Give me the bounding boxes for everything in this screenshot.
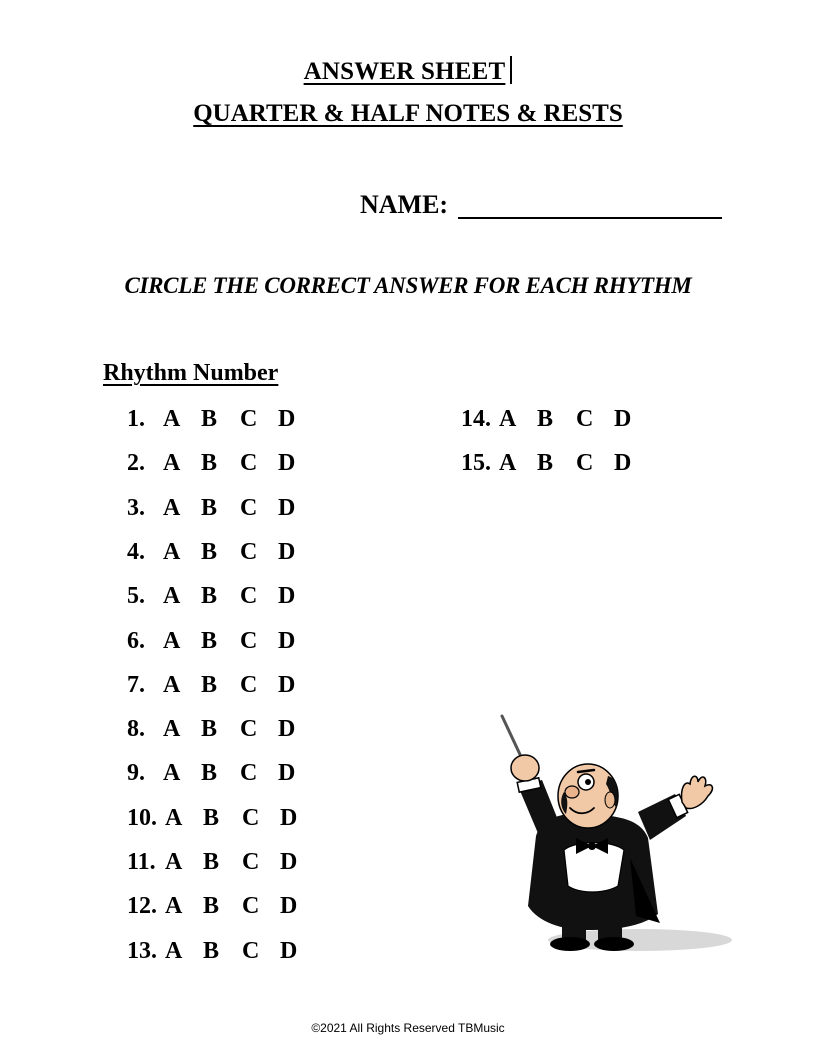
answer-option-d[interactable]: D — [614, 450, 632, 477]
question-number: 5. — [127, 583, 145, 610]
answer-option-a[interactable]: A — [165, 849, 183, 875]
answer-option-a[interactable]: A — [163, 494, 181, 521]
answer-option-a[interactable]: A — [163, 627, 181, 654]
conductor-illustration — [490, 708, 740, 973]
answer-option-b[interactable]: B — [201, 760, 218, 787]
answer-option-a[interactable]: A — [163, 716, 181, 743]
answer-option-a[interactable]: A — [163, 671, 181, 698]
answer-option-c[interactable]: C — [240, 494, 258, 521]
question-row — [461, 450, 651, 480]
question-row — [127, 495, 317, 525]
answer-option-c[interactable]: C — [240, 671, 258, 698]
answer-option-c[interactable]: C — [240, 583, 258, 610]
answer-option-d[interactable]: D — [278, 716, 296, 743]
answer-option-c[interactable]: C — [242, 804, 260, 831]
question-number: 15. — [461, 450, 491, 477]
answer-option-c[interactable]: C — [240, 760, 258, 787]
answer-option-a[interactable]: A — [163, 450, 181, 477]
answer-option-a[interactable]: A — [163, 406, 181, 432]
answer-option-d[interactable]: D — [280, 937, 298, 964]
name-label: NAME: — [360, 190, 449, 219]
answer-option-b[interactable]: B — [201, 583, 218, 610]
answer-option-a[interactable]: A — [163, 583, 181, 610]
question-number: 10. — [127, 804, 157, 831]
question-row — [127, 628, 317, 658]
rhythm-number-header: Rhythm Number — [103, 360, 279, 386]
text-cursor — [510, 56, 512, 84]
question-number: 12. — [127, 893, 157, 920]
answer-option-d[interactable]: D — [278, 494, 296, 521]
question-row — [127, 539, 317, 569]
question-number: 6. — [127, 627, 145, 654]
answer-option-b[interactable]: B — [203, 937, 220, 964]
question-row — [127, 672, 317, 702]
answer-option-b[interactable]: B — [203, 893, 220, 920]
question-row — [127, 583, 317, 613]
answer-sheet-title — [0, 56, 816, 86]
question-number: 11. — [127, 849, 156, 875]
answer-option-c[interactable]: C — [242, 893, 260, 920]
answer-option-c[interactable]: C — [576, 406, 594, 432]
answer-option-d[interactable]: D — [278, 760, 296, 787]
answer-option-b[interactable]: B — [201, 450, 218, 477]
answer-sheet-title-text: ANSWER SHEET — [303, 58, 506, 85]
answer-option-b[interactable]: B — [203, 804, 220, 831]
question-number: 13. — [127, 937, 157, 964]
answer-option-a[interactable]: A — [499, 406, 517, 432]
worksheet-subtitle: QUARTER & HALF NOTES & RESTS — [193, 100, 623, 127]
name-blank-line[interactable] — [458, 217, 722, 219]
answer-option-c[interactable]: C — [240, 538, 258, 565]
answer-option-b[interactable]: B — [203, 849, 220, 875]
copyright-footer: ©2021 All Rights Reserved TBMusic — [311, 1021, 505, 1035]
question-row — [127, 450, 317, 480]
question-row — [127, 406, 317, 436]
answer-option-c[interactable]: C — [242, 849, 260, 875]
question-number: 14. — [461, 406, 491, 432]
answer-option-d[interactable]: D — [278, 538, 296, 565]
question-number: 4. — [127, 538, 145, 565]
answer-option-d[interactable]: D — [278, 583, 296, 610]
question-row — [127, 849, 317, 879]
question-number: 2. — [127, 450, 145, 477]
question-row — [127, 938, 317, 968]
instruction-text: CIRCLE THE CORRECT ANSWER FOR EACH RHYTHM — [124, 273, 692, 298]
answer-option-a[interactable]: A — [165, 937, 183, 964]
answer-option-b[interactable]: B — [201, 671, 218, 698]
question-number: 3. — [127, 494, 145, 521]
answer-option-c[interactable]: C — [240, 450, 258, 477]
answer-option-a[interactable]: A — [499, 450, 517, 477]
answer-option-c[interactable]: C — [242, 937, 260, 964]
answer-option-b[interactable]: B — [201, 627, 218, 654]
answer-option-b[interactable]: B — [201, 538, 218, 565]
question-row — [461, 406, 651, 436]
answer-option-c[interactable]: C — [240, 406, 258, 432]
answer-option-b[interactable]: B — [537, 450, 554, 477]
answer-option-a[interactable]: A — [165, 893, 183, 920]
question-row — [127, 805, 317, 835]
question-number: 8. — [127, 716, 145, 743]
answer-option-a[interactable]: A — [165, 804, 183, 831]
question-number: 9. — [127, 760, 145, 787]
answer-option-d[interactable]: D — [614, 406, 632, 432]
answer-option-d[interactable]: D — [278, 627, 296, 654]
question-number: 1. — [127, 406, 145, 432]
answer-option-d[interactable]: D — [280, 804, 298, 831]
question-number: 7. — [127, 671, 145, 698]
question-row — [127, 760, 317, 790]
question-row — [127, 716, 317, 746]
answer-option-d[interactable]: D — [280, 849, 298, 875]
answer-option-c[interactable]: C — [576, 450, 594, 477]
answer-option-d[interactable]: D — [278, 406, 296, 432]
answer-option-d[interactable]: D — [278, 450, 296, 477]
answer-option-d[interactable]: D — [280, 893, 298, 920]
answer-option-c[interactable]: C — [240, 716, 258, 743]
answer-option-b[interactable]: B — [201, 494, 218, 521]
answer-option-a[interactable]: A — [163, 760, 181, 787]
answer-option-b[interactable]: B — [201, 716, 218, 743]
answer-option-a[interactable]: A — [163, 538, 181, 565]
answer-option-d[interactable]: D — [278, 671, 296, 698]
answer-option-b[interactable]: B — [537, 406, 554, 432]
answer-option-b[interactable]: B — [201, 406, 218, 432]
answer-option-c[interactable]: C — [240, 627, 258, 654]
question-row — [127, 893, 317, 923]
